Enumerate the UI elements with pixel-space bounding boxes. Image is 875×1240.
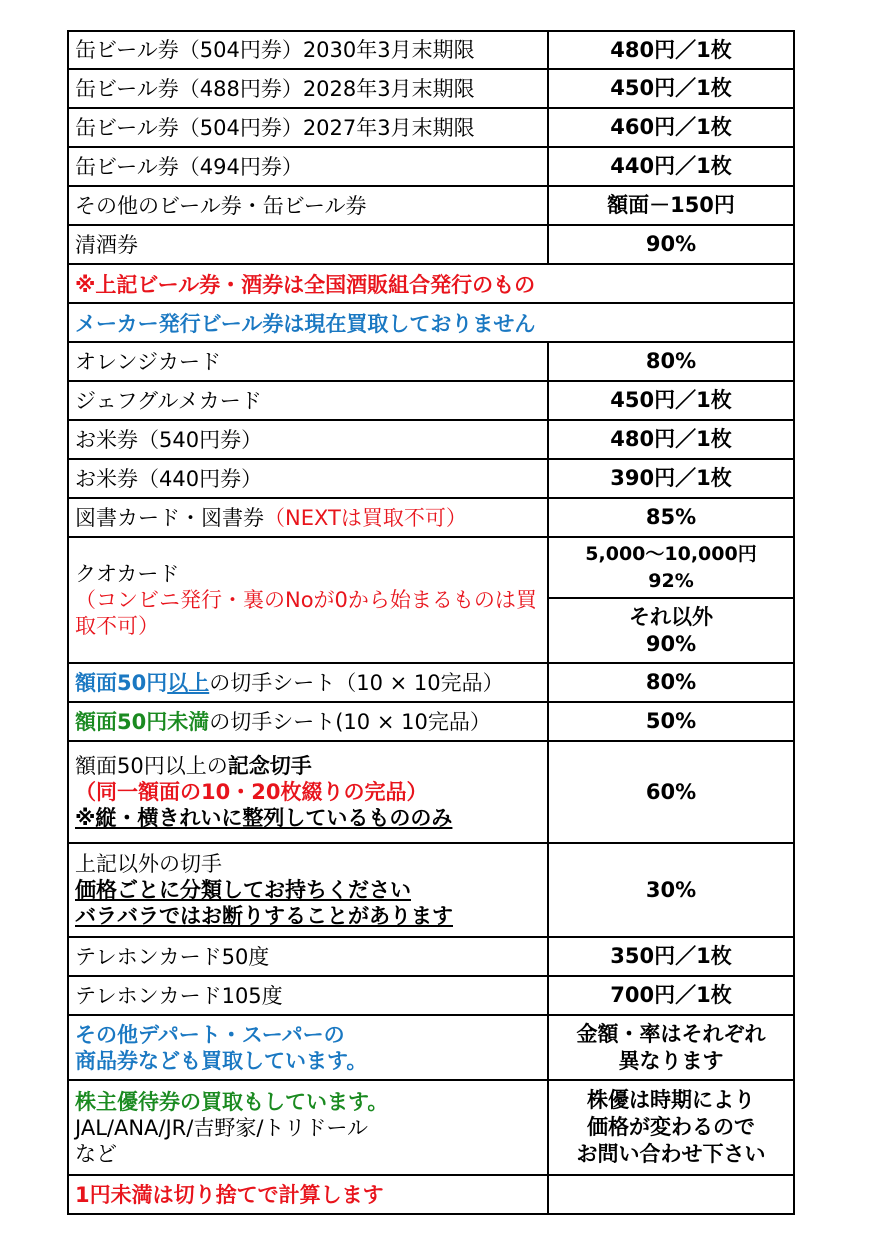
price-cell: 480円／1枚	[548, 31, 794, 69]
table-row	[68, 741, 794, 843]
table-row	[68, 31, 794, 69]
table-row	[68, 225, 794, 264]
table-row	[68, 381, 794, 420]
quo-label: クオカード	[75, 562, 180, 586]
kabu-line1: 株主優待券の買取もしています。	[75, 1089, 389, 1114]
other-stamps-line1: 上記以外の切手	[75, 852, 222, 876]
table-row	[68, 702, 794, 741]
price-table	[67, 30, 795, 1215]
quo-price-b	[548, 598, 794, 663]
other-stamps-cell	[68, 843, 548, 937]
stamp-hl: 額面50円未満	[75, 709, 210, 734]
price-cell: 80%	[548, 663, 794, 702]
table-row	[68, 186, 794, 225]
item-cell: お米券（540円券）	[68, 420, 548, 459]
price-cell: 額面－150円	[548, 186, 794, 225]
price-cell: 60%	[548, 741, 794, 843]
table-row	[68, 108, 794, 147]
table-row	[68, 1015, 794, 1080]
kabu-price-line2: 価格が変わるので	[587, 1115, 755, 1139]
quo-note: （コンビニ発行・裏のNoが0から始まるものは買取不可）	[75, 588, 537, 638]
tosho-label: 図書カード・図書券	[75, 505, 264, 530]
dept-price-line1: 金額・率はそれぞれ	[576, 1021, 766, 1046]
dept-price-cell	[548, 1015, 794, 1080]
quo-cell	[68, 537, 548, 663]
price-cell: 50%	[548, 702, 794, 741]
kabu-price-line1: 株優は時期により	[587, 1088, 755, 1112]
commemorative-line3: ※縦・横きれいに整列しているもののみ	[75, 806, 453, 830]
price-cell: 480円／1枚	[548, 420, 794, 459]
dept-price-line2: 異なります	[618, 1048, 724, 1073]
kabu-line2: JAL/ANA/JR/吉野家/トリドール	[75, 1115, 368, 1140]
dept-line1: その他デパート・スーパーの	[75, 1022, 345, 1047]
item-cell: その他のビール券・缶ビール券	[68, 186, 548, 225]
price-cell: 390円／1枚	[548, 459, 794, 498]
tosho-cell	[68, 498, 548, 537]
table-row	[68, 976, 794, 1015]
price-cell: 80%	[548, 342, 794, 381]
stamp-sheet-50-under-cell	[68, 702, 548, 741]
tosho-note: （NEXTは買取不可）	[264, 505, 467, 530]
price-cell: 90%	[548, 225, 794, 264]
table-row	[68, 937, 794, 976]
item-cell: 缶ビール券（504円券）2030年3月末期限	[68, 31, 548, 69]
quo-price-a-range: 5,000～10,000円	[585, 542, 757, 565]
table-row	[68, 1175, 794, 1214]
item-cell: お米券（440円券）	[68, 459, 548, 498]
item-cell: 缶ビール券（504円券）2027年3月末期限	[68, 108, 548, 147]
other-stamps-line3: バラバラではお断りすることがあります	[75, 904, 453, 928]
item-cell: 缶ビール券（494円券）	[68, 147, 548, 186]
item-cell: テレホンカード50度	[68, 937, 548, 976]
rounding-note: 1円未満は切り捨てで計算します	[68, 1175, 548, 1214]
price-cell: 85%	[548, 498, 794, 537]
dept-cell	[68, 1015, 548, 1080]
commemorative-plain: 額面50円以上の	[75, 754, 228, 778]
quo-price-a-rate: 92%	[648, 569, 694, 592]
table-row	[68, 147, 794, 186]
item-cell: 缶ビール券（488円券）2028年3月末期限	[68, 69, 548, 108]
stamp-rest: の切手シート（10 × 10完品）	[209, 670, 504, 695]
table-row	[68, 459, 794, 498]
table-row	[68, 498, 794, 537]
price-cell: 450円／1枚	[548, 69, 794, 108]
table-row	[68, 69, 794, 108]
item-cell: オレンジカード	[68, 342, 548, 381]
item-cell: テレホンカード105度	[68, 976, 548, 1015]
beer-issuer-note: ※上記ビール券・酒券は全国酒販組合発行のもの	[68, 264, 794, 303]
kabu-price-cell	[548, 1080, 794, 1175]
maker-beer-note: メーカー発行ビール券は現在買取しておりません	[68, 303, 794, 342]
price-cell: 450円／1枚	[548, 381, 794, 420]
commemorative-cell	[68, 741, 548, 843]
note-row	[68, 264, 794, 303]
commemorative-line1	[75, 753, 541, 779]
price-cell: 460円／1枚	[548, 108, 794, 147]
table-row	[68, 843, 794, 937]
price-cell: 350円／1枚	[548, 937, 794, 976]
empty-cell	[548, 1175, 794, 1214]
kabu-line3: など	[75, 1141, 117, 1166]
commemorative-line2: （同一額面の10・20枚綴りの完品）	[75, 780, 428, 804]
table-row	[68, 663, 794, 702]
table-row	[68, 1080, 794, 1175]
stamp-rest: の切手シート(10 × 10完品）	[209, 709, 491, 734]
item-cell: ジェフグルメカード	[68, 381, 548, 420]
dept-line2: 商品券なども買取しています。	[75, 1048, 368, 1073]
note-row	[68, 303, 794, 342]
quo-price-b-rate: 90%	[645, 631, 697, 656]
kabu-cell	[68, 1080, 548, 1175]
kabu-price-line3: お問い合わせ下さい	[576, 1142, 766, 1166]
price-cell: 440円／1枚	[548, 147, 794, 186]
price-cell: 30%	[548, 843, 794, 937]
stamp-sheet-50-up-cell	[68, 663, 548, 702]
item-cell: 清酒券	[68, 225, 548, 264]
quo-price-b-label: それ以外	[629, 604, 713, 629]
other-stamps-line2: 価格ごとに分類してお持ちください	[75, 878, 411, 902]
price-cell: 700円／1枚	[548, 976, 794, 1015]
table-row	[68, 420, 794, 459]
table-row	[68, 537, 794, 598]
table-row	[68, 342, 794, 381]
quo-price-a	[548, 537, 794, 598]
stamp-hl-underlined: 以上	[167, 670, 210, 695]
commemorative-bold: 記念切手	[227, 754, 312, 778]
stamp-hl: 額面50円	[75, 670, 168, 695]
